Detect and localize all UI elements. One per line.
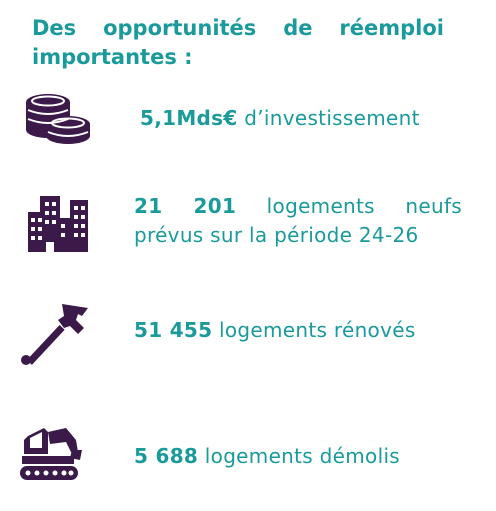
- page-title: Des opportunités de réemploi importantes :: [32, 16, 444, 69]
- stat-value: 51 455: [134, 318, 213, 342]
- stat-label: logements rénovés: [212, 318, 416, 342]
- stat-text-renovated: [134, 316, 462, 345]
- stat-value: 5 688: [134, 444, 199, 468]
- stat-label: logements neufs prévus sur la période 24-26: [134, 194, 463, 247]
- buildings-icon: [18, 190, 94, 254]
- coins-icon: [18, 88, 94, 152]
- stat-value: 5,1Mds€: [140, 106, 238, 130]
- stat-label: logements démolis: [198, 444, 401, 468]
- stat-label: d’investissement: [237, 106, 420, 130]
- stat-text-demolished: [134, 442, 462, 471]
- stat-text-new-housing: [134, 192, 462, 250]
- stat-text-investment: [140, 104, 468, 133]
- hammer-icon: [18, 302, 94, 366]
- stat-value: 21 201: [134, 194, 237, 218]
- excavator-icon: [18, 424, 94, 488]
